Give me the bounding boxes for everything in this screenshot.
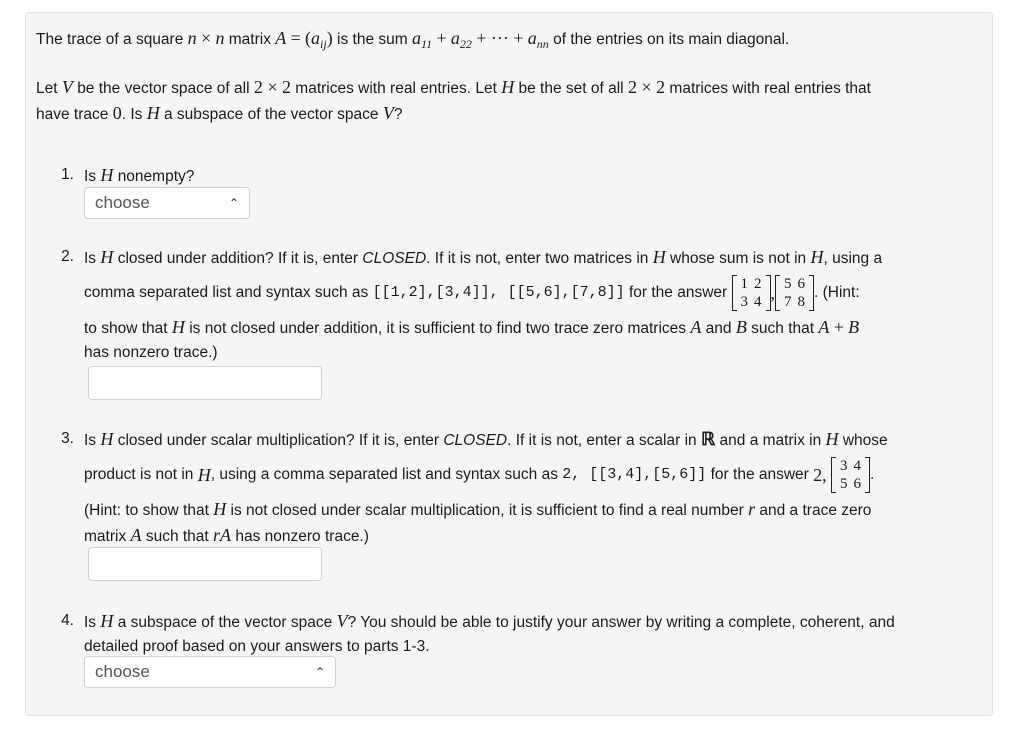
question-text: has nonzero trace.) [84, 344, 218, 361]
question-text: a subspace of the vector space [117, 614, 333, 631]
intro-paragraph-1: The trace of a square n × n matrix $A = (a_{ij})$ is the sum $a_{11} + a_{22}$ + ··· + $a_{nn}$ of the entries on its main diagonal. [36, 28, 790, 51]
select-value: choose [95, 193, 150, 212]
intro-text: be the vector space of all [77, 80, 250, 97]
chevron-updown-icon: ⌃ [228, 196, 239, 210]
intro-text: ? [393, 106, 403, 123]
question-text: . If it is not, enter two matrices in [426, 250, 649, 267]
select-value: choose [95, 662, 150, 681]
question-text: closed under addition? If it is, enter [117, 250, 359, 267]
question-text: Is [84, 250, 97, 267]
question-text: whose sum is not in [670, 250, 807, 267]
example-matrix-3: 3 4 5 6 [831, 457, 870, 493]
question-text: detailed proof based on your answers to parts 1-3. [84, 638, 430, 655]
intro-text: be the set of all [518, 80, 624, 97]
question-2-text: Is H closed under addition? If it is, enter CLOSED. If it is not, enter two matrices in H whose sum is not in H, using a comma separated list and syntax such as [[1,2],[3,4]], [[5,6],[7,8]] for the answer 1 2 3 4 , 5 6 7 8 . (Hint: to show that H is not closed under addition, it is sufficient to find two trace zero matrices A and B such that A + B has nonzero trace.) [84, 247, 883, 361]
question-text: ? You should be able to justify your answer by writing a complete, coherent, and [347, 614, 895, 631]
question-text: Is [84, 614, 97, 631]
chevron-updown-icon: ⌃ [314, 665, 325, 679]
intro-text: matrices with real entries that [669, 80, 871, 97]
example-matrix-1: 1 2 3 4 [732, 275, 771, 311]
question-text: matrix [84, 528, 127, 545]
question-text: and [705, 320, 732, 337]
question-1-text: Is H nonempty? [84, 165, 195, 185]
question-text: such that [145, 528, 209, 545]
question-text: , using a comma separated list and syntax such as [210, 466, 558, 483]
question-text: and a trace zero [759, 502, 872, 519]
question-text: whose [842, 432, 888, 449]
intro-text: is the sum [337, 31, 408, 48]
intro-text: have trace [36, 106, 109, 123]
intro-text: of the entries on its main diagonal. [553, 31, 790, 48]
intro-text: Let [36, 80, 58, 97]
q2-answer-input[interactable] [88, 366, 322, 400]
question-text: is not closed under addition, it is sufficient to find two trace zero matrices [189, 320, 687, 337]
example-matrix-2: 5 6 7 8 [775, 275, 814, 311]
intro-text: matrices with real entries. Let [295, 80, 497, 97]
intro-text: matrix [228, 31, 271, 48]
problem-panel [25, 12, 993, 716]
closed-keyword: CLOSED [443, 432, 508, 449]
question-text: and a matrix in [719, 432, 822, 449]
question-4-text: Is H a subspace of the vector space V? You should be able to justify your answer by writing a complete, coherent, and detailed proof based on your answers to parts 1-3. [84, 611, 895, 655]
q4-answer-select[interactable] [84, 656, 336, 688]
q3-answer-input[interactable] [88, 547, 322, 581]
intro-text: The trace of a square [36, 31, 184, 48]
intro-paragraph-2: Let V be the vector space of all 2 × 2 matrices with real entries. Let H be the set of all 2 × 2 matrices with real entries that have trace 0. Is H a subspace of the vector space V? [36, 77, 871, 123]
question-number: 3. [61, 430, 74, 447]
question-text: Is [84, 432, 97, 449]
question-text: nonempty? [117, 168, 195, 185]
intro-text: a subspace of the vector space [164, 106, 379, 123]
question-text: Is [84, 168, 97, 185]
question-text: comma separated list and syntax such as [84, 284, 369, 301]
syntax-example: 2, [[3,4],[5,6]] [562, 466, 707, 483]
q1-answer-select[interactable] [84, 187, 250, 219]
question-text: to show that [84, 320, 168, 337]
question-text: (Hint: to show that [84, 502, 209, 519]
question-3-text: Is H closed under scalar multiplication? If it is, enter CLOSED. If it is not, enter a scalar in ℝ and a matrix in H whose product is not in H , using a comma separated list and syntax such as 2, [[3,4],[5,6]] for the answer 2, 3 4 5 6 . (Hint: to show that H is not closed under scalar multiplication, it is sufficient to find a real number r and a trace zero matrix A such that rA has nonzero trace.) [84, 429, 888, 545]
question-text: such that [751, 320, 815, 337]
syntax-example: [[1,2],[3,4]], [[5,6],[7,8]] [372, 284, 625, 301]
question-number: 1. [61, 166, 74, 183]
question-text: , using a [823, 250, 883, 267]
question-number: 4. [61, 612, 74, 629]
question-text: . If it is not, enter a scalar in [507, 432, 697, 449]
question-text: for the answer [710, 466, 809, 483]
question-text: product is not in [84, 466, 194, 483]
question-text: . (Hint: [814, 284, 860, 301]
question-text: is not closed under scalar multiplication, it is sufficient to find a real number [230, 502, 744, 519]
intro-text: . Is [121, 106, 143, 123]
question-text: closed under scalar multiplication? If it is, enter [117, 432, 440, 449]
closed-keyword: CLOSED [362, 250, 427, 267]
question-number: 2. [61, 248, 74, 265]
question-text: has nonzero trace.) [235, 528, 369, 545]
question-text: for the answer [628, 284, 728, 301]
